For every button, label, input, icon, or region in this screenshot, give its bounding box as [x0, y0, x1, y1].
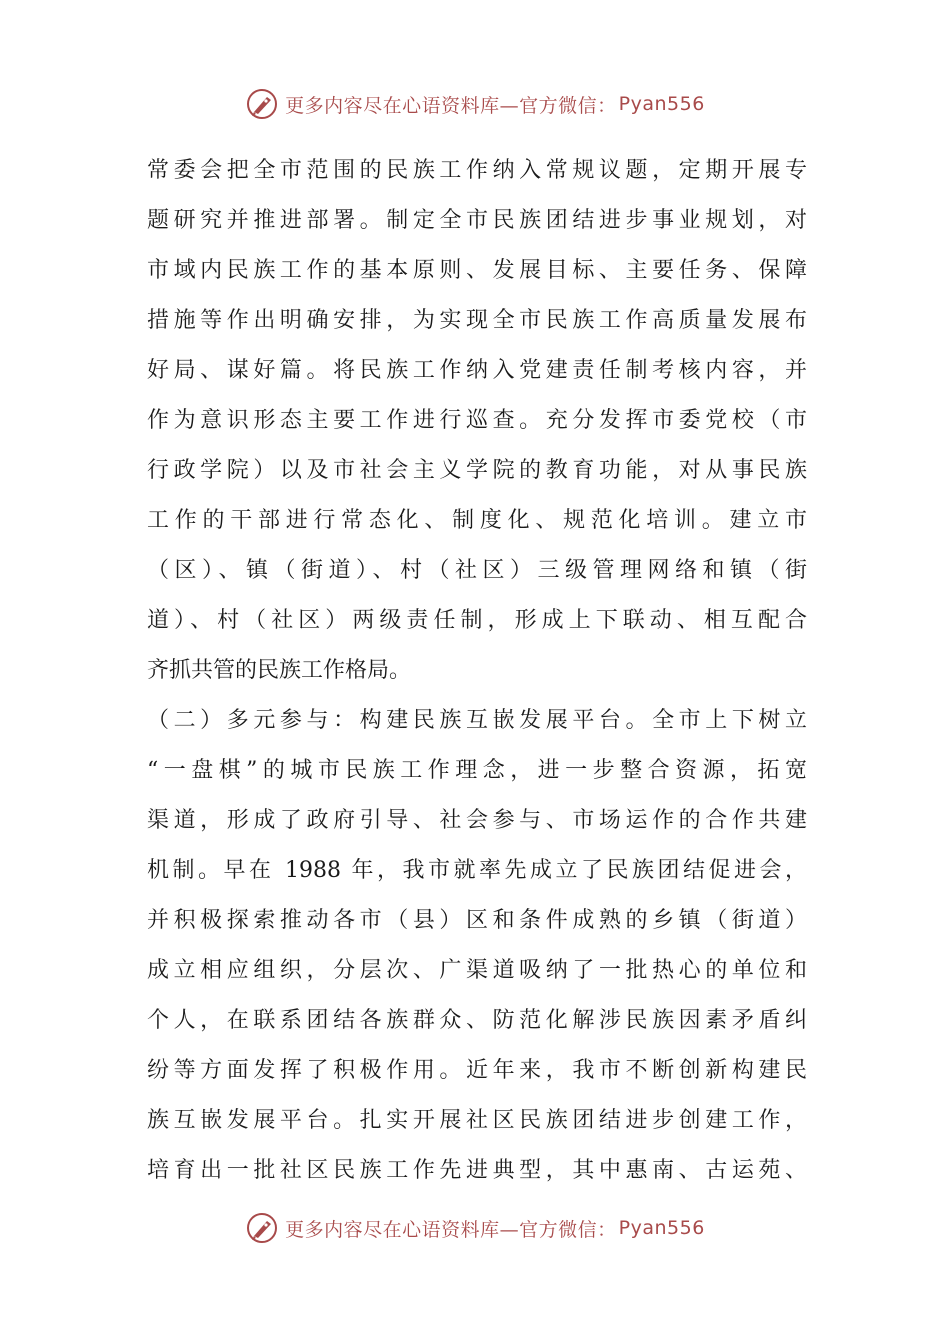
text-line: 题研究并推进部署。制定全市民族团结进步事业规划，对 — [147, 208, 807, 233]
text-line: 成立相应组织，分层次、广渠道吸纳了一批热心的单位和 — [147, 958, 807, 983]
text-line: 个人，在联系团结各族群众、防范化解涉民族因素矛盾纠 — [147, 1008, 807, 1033]
watermark-wechat-id: Pyan556 — [618, 93, 705, 115]
text-line: 作为意识形态主要工作进行巡查。充分发挥市委党校（市 — [147, 408, 807, 433]
watermark-text: 更多内容尽在心语资料库—官方微信： — [285, 1218, 617, 1241]
pen-nib-logo-icon — [245, 1211, 279, 1245]
text-line: 机制。早在 1988 年，我市就率先成立了民族团结促进会， — [147, 858, 807, 883]
body-text — [147, 146, 807, 1196]
section-heading-line: （二）多元参与：构建民族互嵌发展平台。全市上下树立 — [147, 708, 807, 733]
text-line: 齐抓共管的民族工作格局。 — [147, 658, 412, 683]
watermark-wechat-id: Pyan556 — [618, 1217, 705, 1239]
watermark-text: 更多内容尽在心语资料库—官方微信： — [285, 94, 617, 117]
text-line: 培育出一批社区民族工作先进典型，其中惠南、古运苑、 — [147, 1158, 807, 1183]
text-line: 纷等方面发挥了积极作用。近年来，我市不断创新构建民 — [147, 1058, 807, 1083]
footer-watermark — [0, 1208, 950, 1248]
text-line: 好局、谋好篇。将民族工作纳入党建责任制考核内容，并 — [147, 358, 807, 383]
text-line: 措施等作出明确安排，为实现全市民族工作高质量发展布 — [147, 308, 807, 333]
header-watermark — [0, 84, 950, 124]
text-line: 行政学院）以及市社会主义学院的教育功能，对从事民族 — [147, 458, 807, 483]
text-line: 道）、村（社区）两级责任制，形成上下联动、相互配合 — [147, 608, 807, 633]
text-line: 并积极探索推动各市（县）区和条件成熟的乡镇（街道） — [147, 908, 807, 933]
pen-nib-logo-icon — [245, 87, 279, 121]
text-line: 族互嵌发展平台。扎实开展社区民族团结进步创建工作， — [147, 1108, 807, 1133]
text-line: 渠道，形成了政府引导、社会参与、市场运作的合作共建 — [147, 808, 807, 833]
text-line: （区）、镇（街道）、村（社区）三级管理网络和镇（街 — [147, 558, 807, 583]
text-line: 市域内民族工作的基本原则、发展目标、主要任务、保障 — [147, 258, 807, 283]
text-line: 常委会把全市范围的民族工作纳入常规议题，定期开展专 — [147, 158, 807, 183]
text-line: “一盘棋”的城市民族工作理念，进一步整合资源，拓宽 — [147, 758, 807, 783]
text-line: 工作的干部进行常态化、制度化、规范化培训。建立市 — [147, 508, 807, 533]
